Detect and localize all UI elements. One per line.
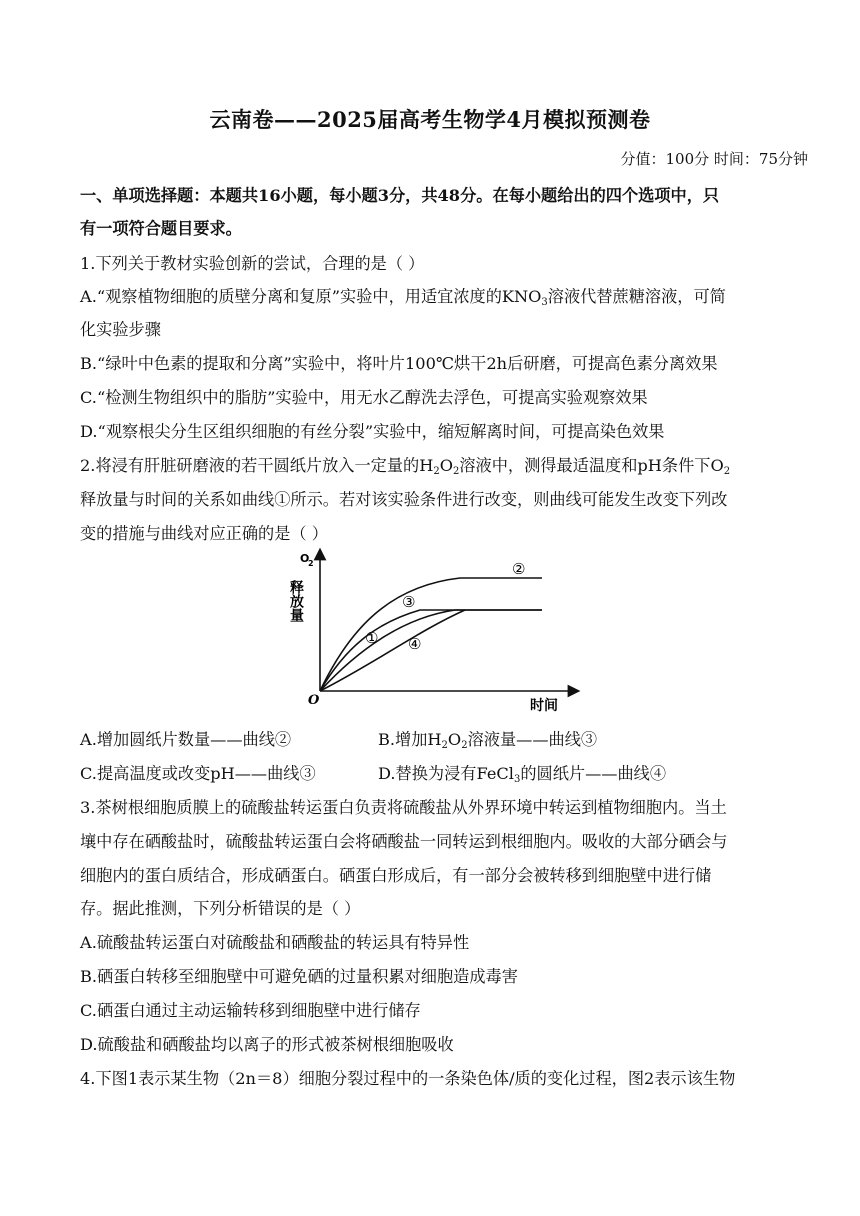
q3-stem-line-2: 壤中存在硒酸盐时，硫酸盐转运蛋白会将硒酸盐一同转运到根细胞内。吸收的大部分硒会与 (80, 832, 728, 851)
q2-o2-release-graph (290, 548, 580, 716)
q1-option-a-line-1: A.“观察植物细胞的质壁分离和复原”实验中，用适宜浓度的$KNO_3$溶液代替蔗糖溶液，可简 (80, 287, 726, 308)
curve-1 (320, 610, 542, 691)
page-title: 云南卷——2025届高考生物学4月模拟预测卷 (209, 107, 651, 132)
q3-option-b: B.硒蛋白转移至细胞壁中可避免硒的过量积累对细胞造成毒害 (80, 967, 518, 986)
q1-option-c: C.“检测生物组织中的脂肪”实验中，用无水乙醇洗去浮色，可提高实验观察效果 (80, 388, 648, 407)
q2-option-d: D.替换为浸有FeCl$_3$的圆纸片——曲线④ (378, 764, 667, 785)
q3-stem-line-3: 细胞内的蛋白质结合，形成硒蛋白。硒蛋白形成后，有一部分会被转移到细胞壁中进行储 (80, 866, 712, 885)
q1-option-b: B.“绿叶中色素的提取和分离”实验中，将叶片100℃烘干2h后研磨，可提高色素分离效果 (80, 354, 718, 373)
q2-option-b: B.增加$H_2O_2$溶液量——曲线③ (378, 730, 598, 751)
curve-2 (320, 578, 542, 691)
y-axis-label-o: O (300, 552, 310, 565)
q3-option-a: A.硫酸盐转运蛋白对硫酸盐和硒酸盐的转运具有特异性 (80, 933, 470, 952)
origin-label: O (308, 693, 320, 708)
q2-stem-line-3: 变的措施与曲线对应正确的是（ ） (80, 524, 328, 543)
graph-svg (290, 548, 580, 716)
score-time-info: 分值：100分 时间：75分钟 (620, 150, 808, 168)
q3-option-c: C.硒蛋白通过主动运输转移到细胞壁中进行储存 (80, 1001, 421, 1020)
q1-stem: 1.下列关于教材实验创新的尝试，合理的是（ ） (80, 254, 425, 273)
q3-option-d: D.硫酸盐和硒酸盐均以离子的形式被茶树根细胞吸收 (80, 1035, 454, 1054)
q1-option-a-line-2: 化实验步骤 (80, 320, 161, 339)
section-heading-line-1: 一、单项选择题：本题共16小题，每小题3分，共48分。在每小题给出的四个选项中，只 (80, 186, 720, 205)
section-heading-line-2: 有一项符合题目要求。 (80, 219, 242, 238)
q2-option-a: A.增加圆纸片数量——曲线② (80, 730, 292, 749)
curve-3 (320, 610, 542, 691)
curve-4 (320, 610, 465, 691)
curve-2-label: ② (512, 560, 526, 578)
q4-stem-line-1: 4.下图1表示某生物（2n＝8）细胞分裂过程中的一条染色体/质的变化过程，图2表示该生物 (80, 1069, 736, 1088)
q3-stem-line-4: 存。据此推测，下列分析错误的是（ ） (80, 899, 361, 918)
q3-stem-line-1: 3.茶树根细胞质膜上的硫酸盐转运蛋白负责将硫酸盐从外界环境中转运到植物细胞内。当土 (80, 798, 727, 817)
curve-1-label: ① (365, 629, 379, 647)
q1-option-d: D.“观察根尖分生区组织细胞的有丝分裂”实验中，缩短解离时间，可提高染色效果 (80, 422, 665, 441)
curve-3-label: ③ (402, 593, 416, 611)
x-axis-label: 时间 (530, 698, 558, 714)
curve-4-label: ④ (408, 635, 422, 653)
q2-stem-line-1: 2.将浸有肝脏研磨液的若干圆纸片放入一定量的$H_2O_2$溶液中，测得最适温度和pH条件下$O_2$ (80, 456, 731, 477)
q2-stem-line-2: 释放量与时间的关系如曲线①所示。若对该实验条件进行改变，则曲线可能发生改变下列改 (80, 490, 728, 509)
q2-option-c: C.提高温度或改变pH——曲线③ (80, 764, 316, 783)
y-axis-label-sub: 2 (308, 559, 314, 568)
y-axis-label: 释放量 (288, 580, 304, 622)
